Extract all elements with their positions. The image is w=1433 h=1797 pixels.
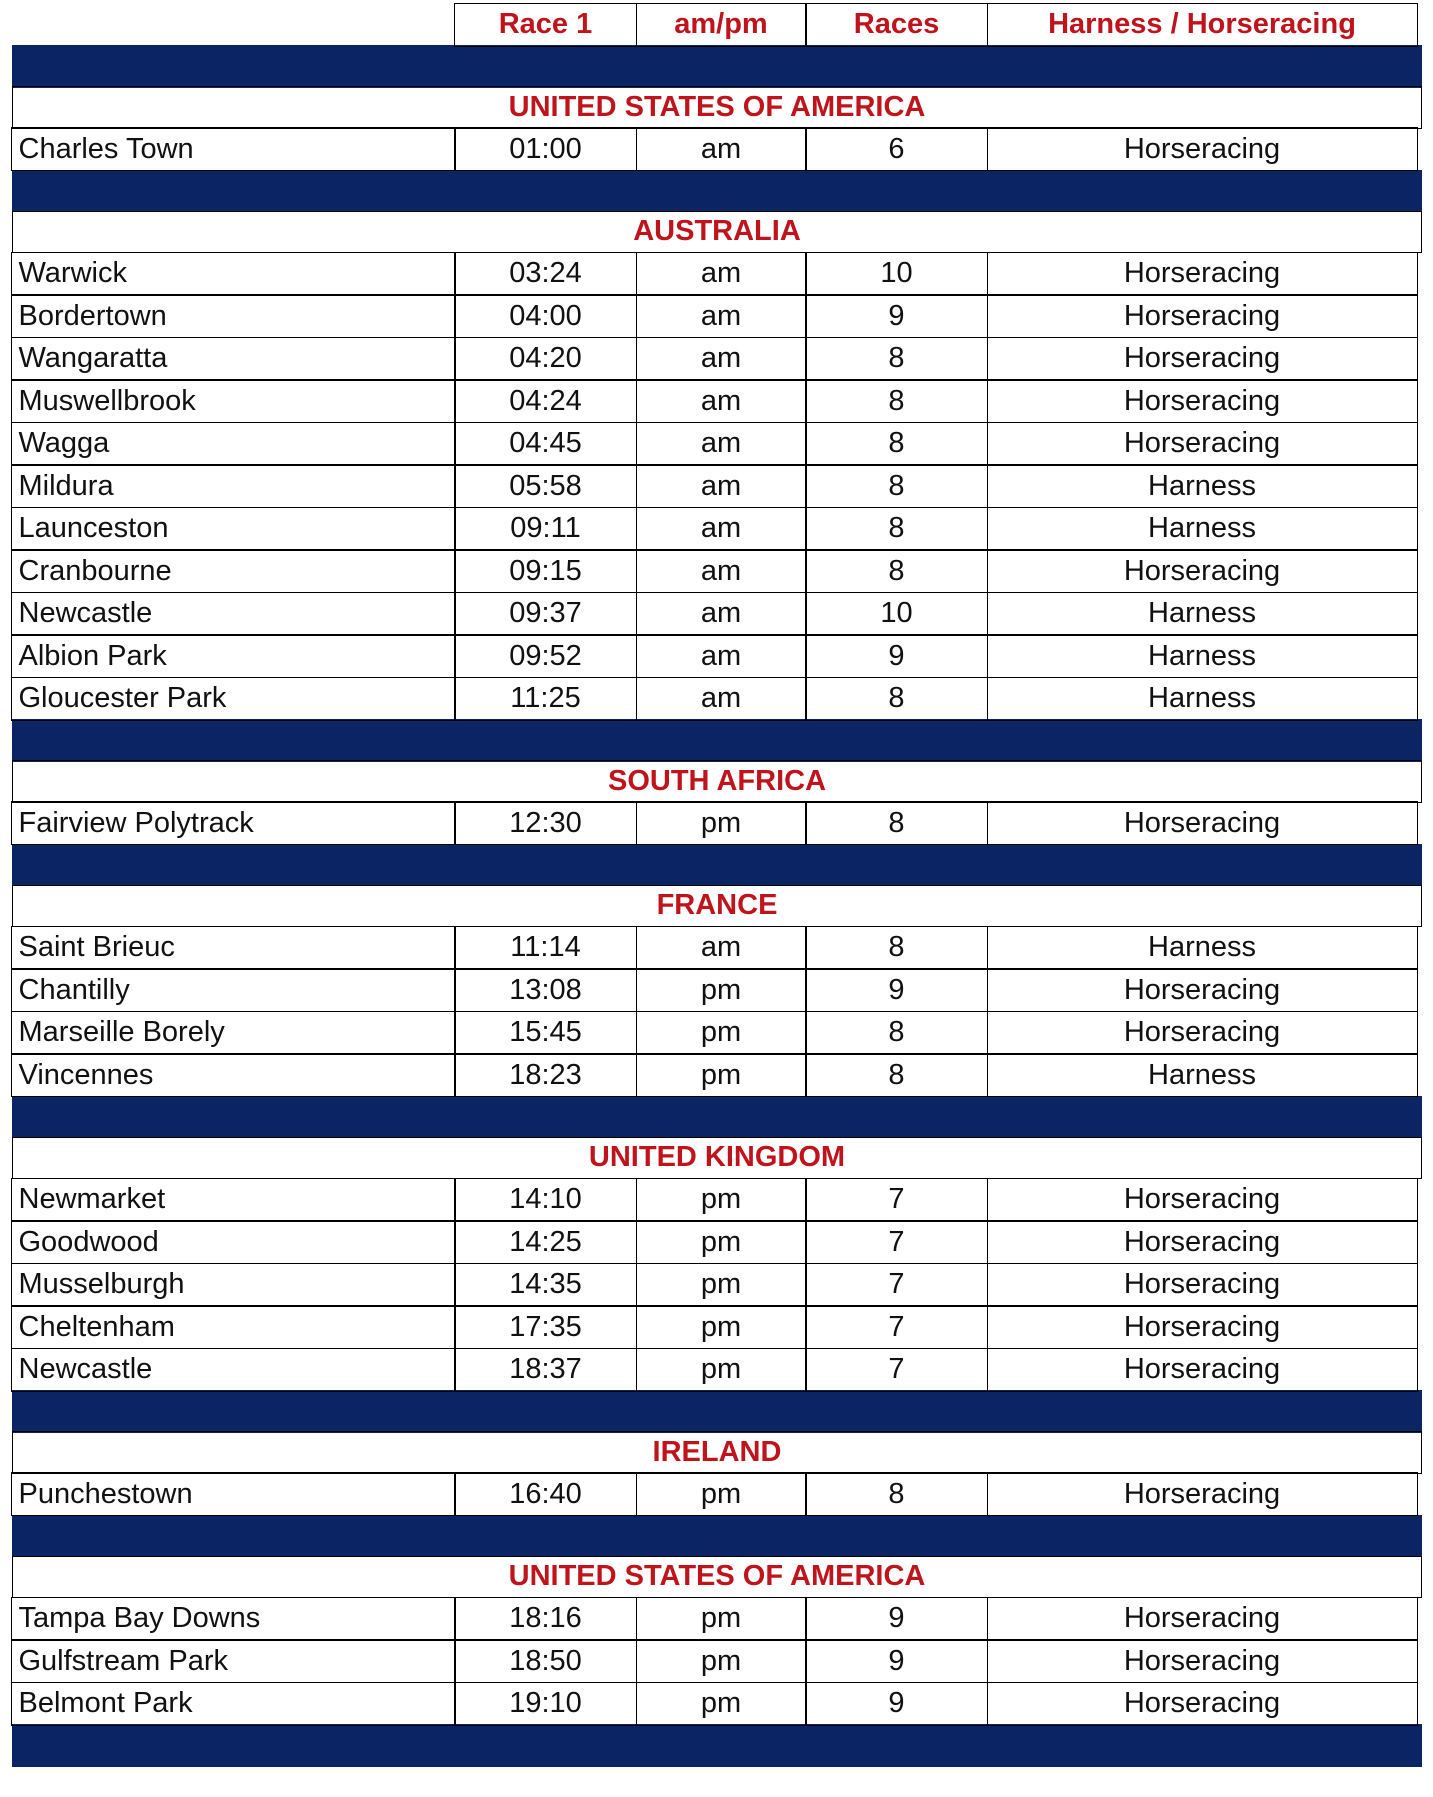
race1-time-cell: 04:24 bbox=[454, 379, 637, 423]
venue-cell: Fairview Polytrack bbox=[11, 801, 456, 845]
venue-cell: Newmarket bbox=[11, 1178, 456, 1222]
table-row bbox=[12, 1179, 1422, 1222]
race1-time-cell: 09:11 bbox=[454, 507, 637, 551]
race-type-cell: Harness bbox=[987, 507, 1418, 551]
venue-cell: Marseille Borely bbox=[11, 1011, 456, 1055]
ampm-cell: am bbox=[636, 464, 807, 508]
race-type-cell: Horseracing bbox=[987, 1597, 1418, 1641]
table-row bbox=[12, 970, 1422, 1013]
venue-cell: Gloucester Park bbox=[11, 677, 456, 721]
venue-cell: Punchestown bbox=[11, 1472, 456, 1516]
ampm-cell: am bbox=[636, 127, 807, 171]
races-count-cell: 7 bbox=[805, 1305, 988, 1349]
ampm-cell: am bbox=[636, 926, 807, 970]
ampm-cell: am bbox=[636, 507, 807, 551]
venue-cell: Launceston bbox=[11, 507, 456, 551]
country-heading: AUSTRALIA bbox=[12, 211, 1422, 254]
header-race-type: Harness / Horseracing bbox=[987, 3, 1418, 47]
table-row bbox=[12, 1012, 1422, 1055]
race-type-cell: Harness bbox=[987, 926, 1418, 970]
table-row bbox=[12, 1349, 1422, 1392]
race-type-cell: Harness bbox=[987, 677, 1418, 721]
race1-time-cell: 09:15 bbox=[454, 549, 637, 593]
race1-time-cell: 09:52 bbox=[454, 634, 637, 678]
race-type-cell: Horseracing bbox=[987, 1011, 1418, 1055]
race-type-cell: Horseracing bbox=[987, 1305, 1418, 1349]
races-count-cell: 8 bbox=[805, 422, 988, 466]
venue-cell: Gulfstream Park bbox=[11, 1639, 456, 1683]
race-schedule-table bbox=[12, 4, 1422, 1767]
table-row bbox=[12, 296, 1422, 339]
ampm-cell: am bbox=[636, 294, 807, 338]
venue-cell: Newcastle bbox=[11, 592, 456, 636]
race1-time-cell: 11:25 bbox=[454, 677, 637, 721]
race1-time-cell: 17:35 bbox=[454, 1305, 637, 1349]
races-count-cell: 8 bbox=[805, 801, 988, 845]
ampm-cell: pm bbox=[636, 1639, 807, 1683]
races-count-cell: 8 bbox=[805, 507, 988, 551]
races-count-cell: 7 bbox=[805, 1263, 988, 1307]
ampm-cell: am bbox=[636, 592, 807, 636]
venue-cell: Musselburgh bbox=[11, 1263, 456, 1307]
ampm-cell: am bbox=[636, 337, 807, 381]
table-row bbox=[12, 927, 1422, 970]
race-type-cell: Harness bbox=[987, 1053, 1418, 1097]
race1-time-cell: 04:45 bbox=[454, 422, 637, 466]
race-type-cell: Horseracing bbox=[987, 379, 1418, 423]
table-row bbox=[12, 1683, 1422, 1726]
section-divider-band bbox=[12, 1724, 1422, 1767]
venue-cell: Mildura bbox=[11, 464, 456, 508]
race1-time-cell: 14:25 bbox=[454, 1220, 637, 1264]
race-type-cell: Horseracing bbox=[987, 1178, 1418, 1222]
table-row bbox=[12, 508, 1422, 551]
races-count-cell: 7 bbox=[805, 1220, 988, 1264]
race-type-cell: Horseracing bbox=[987, 1263, 1418, 1307]
race-type-cell: Horseracing bbox=[987, 1682, 1418, 1726]
venue-cell: Belmont Park bbox=[11, 1682, 456, 1726]
races-count-cell: 8 bbox=[805, 926, 988, 970]
ampm-cell: pm bbox=[636, 1472, 807, 1516]
section-divider-band bbox=[12, 719, 1422, 762]
ampm-cell: am bbox=[636, 549, 807, 593]
race-type-cell: Horseracing bbox=[987, 337, 1418, 381]
venue-cell: Bordertown bbox=[11, 294, 456, 338]
venue-cell: Goodwood bbox=[11, 1220, 456, 1264]
races-count-cell: 8 bbox=[805, 549, 988, 593]
country-heading: IRELAND bbox=[12, 1431, 1422, 1474]
table-row bbox=[12, 551, 1422, 594]
ampm-cell: pm bbox=[636, 1053, 807, 1097]
table-row bbox=[12, 1222, 1422, 1265]
table-row bbox=[12, 1264, 1422, 1307]
race1-time-cell: 14:35 bbox=[454, 1263, 637, 1307]
races-count-cell: 10 bbox=[805, 252, 988, 296]
table-row bbox=[12, 381, 1422, 424]
ampm-cell: am bbox=[636, 379, 807, 423]
venue-cell: Cranbourne bbox=[11, 549, 456, 593]
venue-cell: Wangaratta bbox=[11, 337, 456, 381]
header-row bbox=[12, 4, 1422, 47]
section-divider-band bbox=[12, 844, 1422, 887]
section-divider-band bbox=[12, 1515, 1422, 1558]
table-row bbox=[12, 466, 1422, 509]
ampm-cell: pm bbox=[636, 1597, 807, 1641]
section-divider-band bbox=[12, 1096, 1422, 1139]
races-count-cell: 8 bbox=[805, 1011, 988, 1055]
table-row bbox=[12, 593, 1422, 636]
race-type-cell: Horseracing bbox=[987, 1220, 1418, 1264]
races-count-cell: 8 bbox=[805, 464, 988, 508]
country-heading: FRANCE bbox=[12, 885, 1422, 928]
race1-time-cell: 01:00 bbox=[454, 127, 637, 171]
race-type-cell: Horseracing bbox=[987, 294, 1418, 338]
race1-time-cell: 11:14 bbox=[454, 926, 637, 970]
venue-cell: Saint Brieuc bbox=[11, 926, 456, 970]
race1-time-cell: 05:58 bbox=[454, 464, 637, 508]
ampm-cell: pm bbox=[636, 1220, 807, 1264]
race-type-cell: Harness bbox=[987, 592, 1418, 636]
races-count-cell: 9 bbox=[805, 968, 988, 1012]
table-row bbox=[12, 636, 1422, 679]
venue-cell: Tampa Bay Downs bbox=[11, 1597, 456, 1641]
race1-time-cell: 12:30 bbox=[454, 801, 637, 845]
race1-time-cell: 18:37 bbox=[454, 1348, 637, 1392]
races-count-cell: 9 bbox=[805, 634, 988, 678]
venue-cell: Vincennes bbox=[11, 1053, 456, 1097]
races-count-cell: 6 bbox=[805, 127, 988, 171]
ampm-cell: pm bbox=[636, 1011, 807, 1055]
ampm-cell: pm bbox=[636, 1682, 807, 1726]
country-heading: UNITED STATES OF AMERICA bbox=[12, 1556, 1422, 1599]
races-count-cell: 8 bbox=[805, 1053, 988, 1097]
table-row bbox=[12, 129, 1422, 172]
race1-time-cell: 04:20 bbox=[454, 337, 637, 381]
ampm-cell: am bbox=[636, 677, 807, 721]
table-body bbox=[12, 45, 1422, 1767]
table-row bbox=[12, 253, 1422, 296]
venue-cell: Wagga bbox=[11, 422, 456, 466]
header-ampm: am/pm bbox=[636, 3, 807, 47]
races-count-cell: 9 bbox=[805, 294, 988, 338]
ampm-cell: pm bbox=[636, 1305, 807, 1349]
races-count-cell: 8 bbox=[805, 1472, 988, 1516]
table-row bbox=[12, 1474, 1422, 1517]
ampm-cell: pm bbox=[636, 968, 807, 1012]
table-row bbox=[12, 1598, 1422, 1641]
ampm-cell: pm bbox=[636, 1348, 807, 1392]
race-type-cell: Horseracing bbox=[987, 968, 1418, 1012]
race1-time-cell: 19:10 bbox=[454, 1682, 637, 1726]
section-divider-band bbox=[12, 1390, 1422, 1433]
table-row bbox=[12, 338, 1422, 381]
race1-time-cell: 09:37 bbox=[454, 592, 637, 636]
races-count-cell: 10 bbox=[805, 592, 988, 636]
section-divider-band bbox=[12, 170, 1422, 213]
race1-time-cell: 03:24 bbox=[454, 252, 637, 296]
ampm-cell: am bbox=[636, 422, 807, 466]
races-count-cell: 8 bbox=[805, 379, 988, 423]
venue-cell: Warwick bbox=[11, 252, 456, 296]
race-type-cell: Horseracing bbox=[987, 1639, 1418, 1683]
ampm-cell: am bbox=[636, 634, 807, 678]
table-row bbox=[12, 1055, 1422, 1098]
races-count-cell: 8 bbox=[805, 677, 988, 721]
race-type-cell: Harness bbox=[987, 464, 1418, 508]
venue-cell: Charles Town bbox=[11, 127, 456, 171]
table-row bbox=[12, 678, 1422, 721]
race-type-cell: Horseracing bbox=[987, 549, 1418, 593]
race1-time-cell: 14:10 bbox=[454, 1178, 637, 1222]
table-row bbox=[12, 423, 1422, 466]
venue-cell: Albion Park bbox=[11, 634, 456, 678]
table-row bbox=[12, 1641, 1422, 1684]
race1-time-cell: 18:50 bbox=[454, 1639, 637, 1683]
race1-time-cell: 15:45 bbox=[454, 1011, 637, 1055]
venue-cell: Newcastle bbox=[11, 1348, 456, 1392]
header-races: Races bbox=[805, 3, 988, 47]
race-type-cell: Harness bbox=[987, 634, 1418, 678]
country-heading: UNITED KINGDOM bbox=[12, 1137, 1422, 1180]
table-row bbox=[12, 1307, 1422, 1350]
venue-cell: Cheltenham bbox=[11, 1305, 456, 1349]
race1-time-cell: 13:08 bbox=[454, 968, 637, 1012]
race1-time-cell: 18:16 bbox=[454, 1597, 637, 1641]
races-count-cell: 9 bbox=[805, 1639, 988, 1683]
country-heading: UNITED STATES OF AMERICA bbox=[12, 86, 1422, 129]
ampm-cell: pm bbox=[636, 801, 807, 845]
ampm-cell: pm bbox=[636, 1178, 807, 1222]
venue-cell: Chantilly bbox=[11, 968, 456, 1012]
ampm-cell: pm bbox=[636, 1263, 807, 1307]
race-type-cell: Horseracing bbox=[987, 801, 1418, 845]
race1-time-cell: 04:00 bbox=[454, 294, 637, 338]
races-count-cell: 8 bbox=[805, 337, 988, 381]
race1-time-cell: 16:40 bbox=[454, 1472, 637, 1516]
country-heading: SOUTH AFRICA bbox=[12, 760, 1422, 803]
header-race1: Race 1 bbox=[454, 3, 637, 47]
races-count-cell: 9 bbox=[805, 1682, 988, 1726]
race-type-cell: Horseracing bbox=[987, 422, 1418, 466]
race-type-cell: Horseracing bbox=[987, 1472, 1418, 1516]
races-count-cell: 7 bbox=[805, 1348, 988, 1392]
race-type-cell: Horseracing bbox=[987, 252, 1418, 296]
race-type-cell: Horseracing bbox=[987, 1348, 1418, 1392]
races-count-cell: 7 bbox=[805, 1178, 988, 1222]
races-count-cell: 9 bbox=[805, 1597, 988, 1641]
section-divider-band bbox=[12, 45, 1422, 88]
race1-time-cell: 18:23 bbox=[454, 1053, 637, 1097]
header-venue-blank bbox=[11, 3, 456, 47]
table-row bbox=[12, 803, 1422, 846]
race-type-cell: Horseracing bbox=[987, 127, 1418, 171]
venue-cell: Muswellbrook bbox=[11, 379, 456, 423]
ampm-cell: am bbox=[636, 252, 807, 296]
